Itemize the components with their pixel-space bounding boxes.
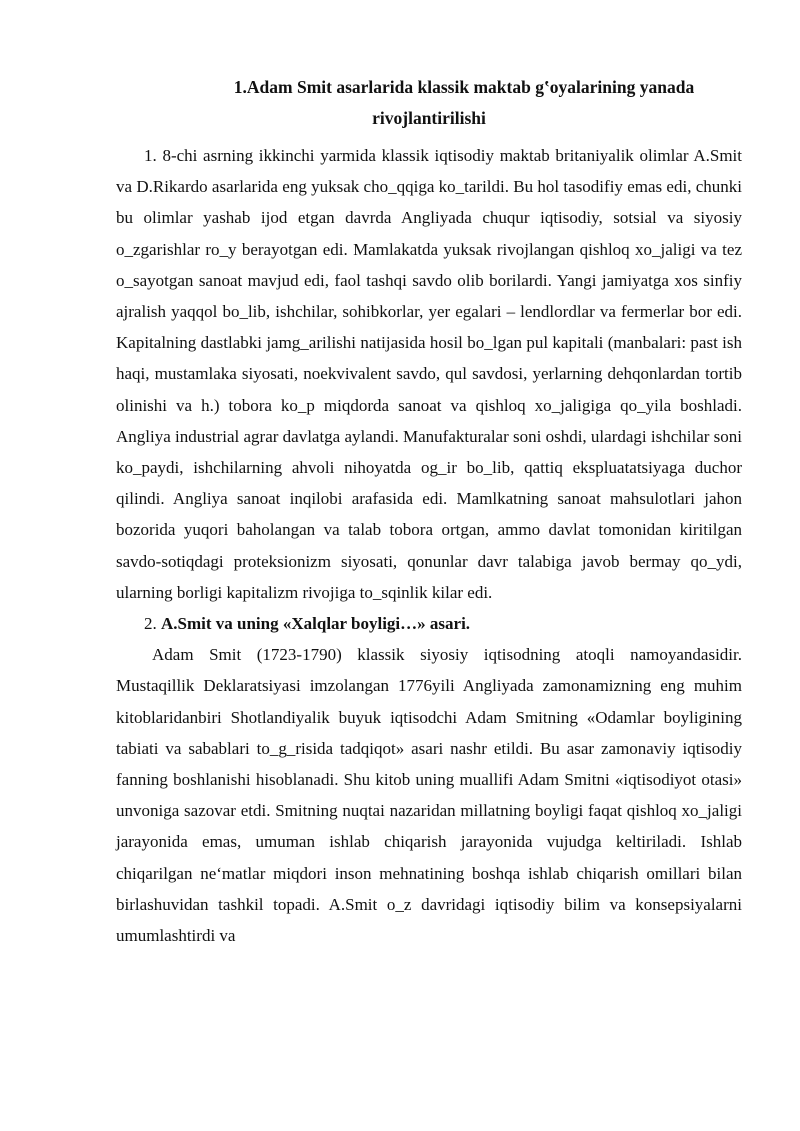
title-line-1: 1.Adam Smit asarlarida klassik maktab gʽoyalarining yanada (233, 77, 695, 97)
document-body (116, 140, 742, 951)
paragraph-2: Adam Smit (1723-1790) klassik siyosiy iqtisodning atoqli namoyandasidir. Mustaqillik Deklaratsiyasi imzolangan 1776yili Angliyada zamonamizning eng muhim kitoblaridanbiri Shotlandiyalik buyuk iqtisodchi Adam Smitning «Odamlar boyligining tabiati va sabablari to_g_risida tadqiqot» asari nashr etildi. Bu asar zamonaviy iqtisodiy fanning boshlanishi hisoblanadi. Shu kitob uning muallifi Adam Smitni «iqtisodiyot otasi» unvoniga sazovar etdi. Smitning nuqtai nazaridan millatning boyligi faqat qishloq xo_jaligi jarayonida emas, umuman ishlab chiqarish jarayonida vujudga keltiriladi. Ishlab chiqarilgan neʻmatlar miqdori inson mehnatining boshqa ishlab chiqarish omillari bilan birlashuvidan tashkil topadi. A.Smit o_z davridagi iqtisodiy bilim va konsepsiyalarni umumlashtirdi va (116, 645, 742, 946)
document-title (116, 72, 742, 134)
paragraph-1: 1. 8-chi asrning ikkinchi yarmida klassik iqtisodiy maktab britaniyalik olimlar A.Smit va D.Rikardo asarlarida eng yuksak cho_qqiga ko_tarildi. Bu hol tasodifiy emas edi, chunki bu olimlar yashab ijod etgan davrda Angliyada chuqur iqtisodiy, sotsial va siyosiy o_zgarishlar ro_y berayotgan edi. Mamlakatda yuksak rivojlangan qishloq xo_jaligi va tez o_sayotgan sanoat mavjud edi, faol tashqi savdo olib borilardi. Yangi jamiyatga xos sinfiy ajralish yaqqol bo_lib, ishchilar, sohibkorlar, yer egalari – lendlordlar va fermerlar bor edi. Kapitalning dastlabki jamg_arilishi natijasida hosil bo_lgan pul kapitali (manbalari: past ish haqi, mustamlaka siyosati, noekvivalent savdo, qul savdosi, yerlarning dehqonlardan tortib olinishi va h.) tobora ko_p miqdorda sanoat va qishloq xo_jaligiga qo_yila boshladi. Angliya industrial agrar davlatga aylandi. Manufakturalar soni oshdi, ulardagi ishchilar soni ko_paydi, ishchilarning ahvoli nihoyatda og_ir bo_lib, qattiq ekspluatatsiyaga duchor qilindi. Angliya sanoat inqilobi arafasida edi. Mamlkatning sanoat mahsulotlari jahon bozorida yuqori baholangan va talab tobora ortgan, ammo davlat tomonidan kiritilgan savdo-sotiqdagi proteksionizm siyosati, qonunlar davr talabiga javob bermay qo_ydi, ularning borligi kapitalizm rivojiga to_sqinlik kilar edi. (116, 146, 742, 602)
section-number: 2. (144, 614, 157, 634)
section-heading-2 (116, 608, 742, 639)
section-heading-text: A.Smit va uning «Xalqlar boyligi…» asari. (161, 614, 471, 634)
title-line-2: rivojlantirilishi (372, 108, 486, 128)
